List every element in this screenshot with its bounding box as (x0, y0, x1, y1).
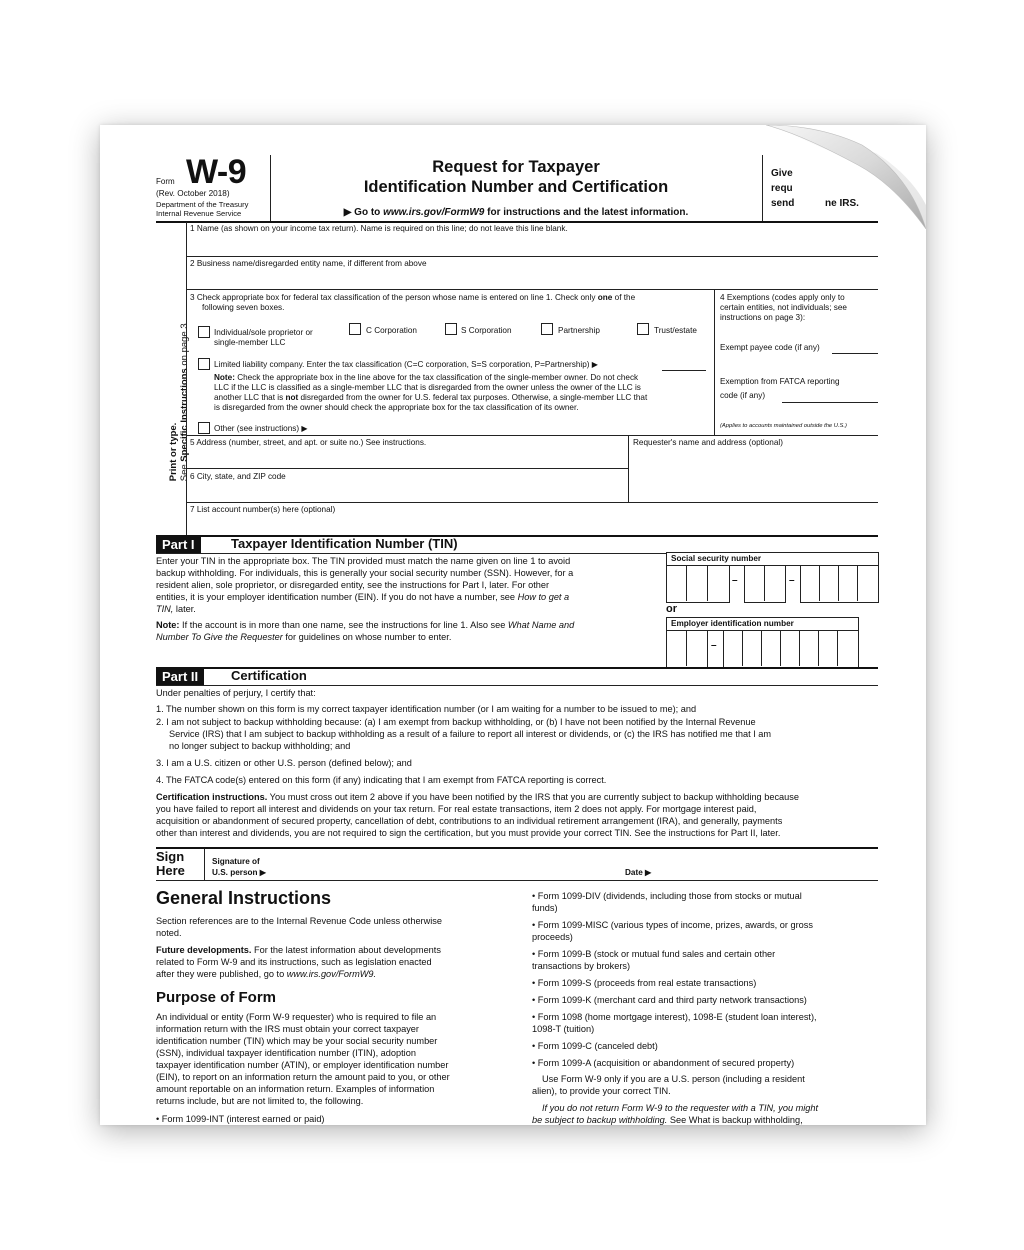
ssn-digit-separator (686, 566, 687, 601)
gi-future-text: For the latest information about developments (251, 945, 441, 955)
note-label: Note: (214, 373, 235, 382)
line1-label: 1 Name (as shown on your income tax return). Name is required on this line; do not leave this line blank. (190, 224, 568, 233)
requester-label: Requester's name and address (optional) (633, 438, 783, 447)
side-label-specific: Specific Instructions (179, 368, 190, 462)
gi-future-text3: after they were published, go to (156, 969, 287, 979)
part1-note-italic: What Name and (507, 620, 575, 630)
revision-date: (Rev. October 2018) (156, 189, 230, 198)
partnership-label: Partnership (558, 326, 600, 335)
ssn-digit-separator (819, 566, 820, 601)
instructions-link-line (270, 207, 762, 219)
exemptions-line3: instructions on page 3): (720, 313, 806, 322)
department-line: Department of the Treasury (156, 200, 249, 209)
part1-note-label: Note: (156, 620, 180, 630)
gi-future-2: related to Form W-9 and its instructions, such as legislation enacted (156, 957, 432, 967)
note-line1 (214, 373, 638, 382)
perjury-intro: Under penalties of perjury, I certify that: (156, 688, 316, 698)
trust-estate-label: Trust/estate (654, 326, 697, 335)
use-w9-1: Use Form W-9 only if you are a U.S. person (including a resident (542, 1074, 805, 1084)
part1-text2: backup withholding. For individuals, this is generally your social security number (SSN). However, for a (156, 568, 574, 578)
c-corporation-label: C Corporation (366, 326, 417, 335)
s-corporation-label: S Corporation (461, 326, 512, 335)
goto-suffix: for instructions and the latest information. (484, 207, 689, 218)
bullet-1099-int: • Form 1099-INT (interest earned or paid) (156, 1114, 325, 1124)
cert-instructions-1 (156, 792, 799, 803)
cert-item-2b: Service (IRS) that I am subject to backup withholding as a result of a failure to report all interest or dividends, or (c) the IRS has notified me that I am (169, 729, 772, 739)
part1-label: Part I (156, 537, 201, 553)
ssn-digit-separator (838, 566, 839, 601)
s-corporation-checkbox[interactable] (445, 323, 457, 335)
other-checkbox[interactable] (198, 422, 210, 434)
line3-text: 3 Check appropriate box for federal tax classification of the person whose name is entered on line 1. Check only (190, 293, 598, 302)
exemptions-line1: 4 Exemptions (codes apply only to (720, 293, 845, 302)
gi-section-refs-1: Section references are to the Internal Revenue Code unless otherwise (156, 916, 443, 926)
business-name-input[interactable] (240, 270, 870, 286)
sign-divider (204, 849, 205, 880)
bullet-1099-b-2: transactions by brokers) (532, 961, 631, 971)
gi-future-link[interactable]: www.irs.gov/FormW9. (286, 969, 377, 979)
note-not: not (285, 393, 299, 402)
ssn-digit-separator (857, 566, 858, 601)
fatca-label-1: Exemption from FATCA reporting (720, 377, 840, 386)
cert-instructions-label: Certification instructions. (156, 792, 268, 802)
ein-digit-separator (742, 631, 743, 666)
signature-label-2: U.S. person ▶ (212, 868, 267, 877)
agency-line: Internal Revenue Service (156, 209, 242, 218)
gi-section-refs-2: noted. (156, 928, 182, 938)
give-form-line3: send (771, 198, 795, 209)
exempt-payee-label: Exempt payee code (if any) (720, 343, 820, 352)
bullet-1099-b-1: • Form 1099-B (stock or mutual fund sales and certain other (532, 949, 776, 959)
part1-note-text: If the account is in more than one name, see the instructions for line 1. Also see (179, 620, 508, 630)
partnership-checkbox[interactable] (541, 323, 553, 335)
city-state-zip-input[interactable] (200, 483, 620, 499)
give-form-line1: Give (771, 168, 793, 179)
side-label-print-type (169, 321, 191, 482)
signature-label-1: Signature of (212, 857, 260, 866)
requester-address-input[interactable] (634, 451, 874, 499)
line3-sublabel: following seven boxes. (202, 303, 285, 312)
sign-label: Sign (156, 849, 185, 864)
general-instructions-heading: General Instructions (156, 888, 332, 908)
llc-label: Limited liability company. Enter the tax classification (C=C corporation, S=S corporation, P=Partnership) ▶ (214, 360, 599, 369)
exempt-payee-input[interactable] (832, 353, 878, 354)
line6-label: 6 City, state, and ZIP code (190, 472, 286, 481)
ssn-digit-separator (707, 566, 708, 601)
bullet-1098-2: 1098-T (tuition) (532, 1024, 595, 1034)
part1-text4b: How to get a (517, 592, 570, 602)
part1-tin: TIN, (156, 604, 174, 614)
line2-label: 2 Business name/disregarded entity name, if different from above (190, 259, 427, 268)
ein-label: Employer identification number (671, 619, 794, 628)
goto-prefix: ▶ Go to (343, 207, 384, 218)
ssn-digit-separator (764, 566, 765, 601)
rule-sign-bottom (156, 880, 878, 881)
part2-title: Certification (231, 668, 307, 683)
header-divider-right (762, 155, 763, 221)
part1-note1 (156, 620, 574, 631)
backup-warning-1: If you do not return Form W-9 to the requester with a TIN, you might (542, 1103, 819, 1113)
line7-label: 7 List account number(s) here (optional) (190, 505, 336, 514)
ein-digit-separator (837, 631, 838, 666)
part1-note2 (156, 632, 451, 643)
part1-title: Taxpayer Identification Number (TIN) (231, 536, 458, 551)
part1-text3: resident alien, sole proprietor, or disregarded entity, see the instructions for Part I, later. For other (156, 580, 550, 590)
cert-instructions-text: You must cross out item 2 above if you have been notified by the IRS that you are currently subject to backup withholding because (267, 792, 799, 802)
bullet-1099-div-2: funds) (532, 903, 558, 913)
llc-classification-input[interactable] (662, 370, 706, 371)
exemptions-divider (714, 290, 715, 435)
side-label-see: See (179, 461, 190, 482)
part1-text1: Enter your TIN in the appropriate box. The TIN provided must match the name given on line 1 to avoid (156, 556, 571, 566)
ein-digit-separator (780, 631, 781, 666)
part1-text4a: entities, it is your employer identification number (EIN). If you do not have a number, see (156, 592, 518, 602)
side-label-divider (186, 222, 187, 535)
part1-text5 (156, 604, 196, 615)
purpose-text-4: (SSN), individual taxpayer identification number (ITIN), adoption (156, 1048, 416, 1058)
rule-line3 (186, 435, 878, 436)
gi-future-3 (156, 969, 376, 980)
note-line2: LLC if the LLC is classified as a single-member LLC that is disregarded from the owner unless the owner of the LLC is (214, 383, 641, 392)
other-label: Other (see instructions) ▶ (214, 424, 308, 433)
form-number: W-9 (186, 153, 247, 191)
line3-label (190, 293, 635, 302)
bullet-1099-k: • Form 1099-K (merchant card and third party network transactions) (532, 995, 807, 1005)
form-title-line1: Request for Taxpayer (432, 158, 600, 176)
cert-item-1: 1. The number shown on this form is my correct taxpayer identification number (or I am waiting for a number to be issued to me); and (156, 704, 697, 714)
ssn-dash-2: – (789, 575, 795, 586)
ein-digit-separator (818, 631, 819, 666)
side-label-page: on page 3. (179, 320, 190, 369)
address-input[interactable] (200, 449, 620, 465)
purpose-text-8: returns include, but are not limited to, the following. (156, 1096, 364, 1106)
rule-line5 (186, 468, 628, 469)
date-field[interactable] (660, 863, 870, 877)
ssn-dash-1: – (732, 575, 738, 586)
fatca-code-input[interactable] (782, 402, 878, 403)
cert-item-2c: no longer subject to backup withholding; and (169, 741, 351, 751)
bullet-1098-1: • Form 1098 (home mortgage interest), 1098-E (student loan interest), (532, 1012, 817, 1022)
purpose-text-7: amount reportable on an information return. Examples of information (156, 1084, 435, 1094)
cert-item-4: 4. The FATCA code(s) entered on this form (if any) indicating that I am exempt from FATCA reporting is correct. (156, 775, 607, 785)
side-label-bold: Print or type. (168, 422, 180, 482)
or-label: or (666, 603, 677, 615)
exemptions-line2: certain entities, not individuals; see (720, 303, 847, 312)
part1-later: later. (173, 604, 196, 614)
ssn-segment-1[interactable] (666, 565, 730, 603)
ssn-label: Social security number (671, 554, 762, 563)
line3-one: one (597, 293, 613, 302)
page-curl-icon (766, 125, 926, 229)
ssn-segment-3[interactable] (800, 565, 879, 603)
bullet-1099-misc-2: proceeds) (532, 932, 573, 942)
ein-digit-separator (761, 631, 762, 666)
gi-future-1 (156, 945, 441, 956)
form-title-line2: Identification Number and Certification (363, 178, 669, 196)
c-corporation-checkbox[interactable] (349, 323, 361, 335)
note-line3 (214, 393, 647, 402)
line3-text-end: of the (612, 293, 636, 302)
date-label: Date ▶ (625, 868, 652, 877)
individual-label-1: Individual/sole proprietor or (214, 328, 313, 337)
rule-line2 (186, 289, 878, 290)
ein-segment-1[interactable] (666, 630, 708, 668)
line5-label: 5 Address (number, street, and apt. or suite no.) See instructions. (190, 438, 427, 447)
purpose-text-5: taxpayer identification number (ATIN), or employer identification number (156, 1060, 449, 1070)
rule-sign-top (156, 847, 878, 849)
irs-url-link[interactable]: www.irs.gov/FormW9 (383, 207, 485, 218)
purpose-text-3: identification number (TIN) which may be your social security number (156, 1036, 438, 1046)
individual-checkbox[interactable] (198, 326, 210, 338)
cert-item-2a: 2. I am not subject to backup withholding because: (a) I am exempt from backup withholding, or (b) I have not been notified by the Internal Revenue (156, 717, 756, 727)
bullet-1099-misc-1: • Form 1099-MISC (various types of income, prizes, awards, or gross (532, 920, 813, 930)
purpose-heading: Purpose of Form (156, 989, 277, 1006)
bullet-1099-div-1: • Form 1099-DIV (dividends, including those from stocks or mutual (532, 891, 802, 901)
rule-line1 (186, 256, 878, 257)
part1-note2-italic: Number To Give the Requester (156, 632, 283, 642)
account-numbers-input[interactable] (200, 516, 870, 532)
backup-warning-text: See What is backup withholding, (667, 1115, 803, 1125)
name-input[interactable] (240, 235, 870, 253)
rule-line6 (186, 502, 878, 503)
bullet-1099-s: • Form 1099-S (proceeds from real estate transactions) (532, 978, 757, 988)
backup-warning-2 (532, 1115, 803, 1125)
fatca-label-2: code (if any) (720, 391, 766, 400)
note-text3c: disregarded from the owner for U.S. federal tax purposes. Otherwise, a single-member LLC that (298, 393, 648, 402)
ein-segment-2[interactable] (723, 630, 859, 668)
fatca-note: (Applies to accounts maintained outside the U.S.) (720, 423, 847, 429)
bullet-1099-a: • Form 1099-A (acquisition or abandonment of secured property) (532, 1058, 795, 1068)
give-form-line3-end: ne IRS. (825, 198, 859, 209)
llc-checkbox[interactable] (198, 358, 210, 370)
cert-instructions-4: other than interest and dividends, you are not required to sign the certification, but you must provide your correct TIN. See the instructions for Part II, later. (156, 828, 781, 838)
part2-label: Part II (156, 669, 204, 685)
note-text1: Check the appropriate box in the line above for the tax classification of the single-member owner. Do not check (234, 373, 639, 382)
rule-part2 (156, 685, 878, 686)
note-text3a: another LLC that is (214, 393, 286, 402)
ein-digit-separator (799, 631, 800, 666)
part1-note2-text: for guidelines on whose number to enter. (282, 632, 452, 642)
backup-warning-italic: be subject to backup withholding. (532, 1115, 668, 1125)
ein-dash: – (711, 640, 717, 651)
requester-divider (628, 436, 629, 502)
part1-text4 (156, 592, 569, 603)
ein-digit-separator (686, 631, 687, 666)
w9-form-page (100, 125, 926, 1125)
ssn-segment-2[interactable] (744, 565, 786, 603)
gi-future-label: Future developments. (156, 945, 252, 955)
give-form-line2: requ (771, 183, 793, 194)
cert-instructions-3: acquisition or abandonment of secured property, cancellation of debt, contributions to an individual retirement arrangement (IRA), and generally, payments (156, 816, 783, 826)
signature-field[interactable] (276, 853, 616, 877)
cert-instructions-2: you have failed to report all interest and dividends on your tax return. For real estate transactions, item 2 does not apply. For mortgage interest paid, (156, 804, 757, 814)
note-line4: is disregarded from the owner should check the appropriate box for the tax classification of its owner. (214, 403, 579, 412)
trust-estate-checkbox[interactable] (637, 323, 649, 335)
here-label: Here (156, 863, 185, 878)
cert-item-3: 3. I am a U.S. citizen or other U.S. person (defined below); and (156, 758, 412, 768)
use-w9-2: alien), to provide your correct TIN. (532, 1086, 671, 1096)
bullet-1099-c: • Form 1099-C (canceled debt) (532, 1041, 658, 1051)
individual-label-2: single-member LLC (214, 338, 286, 347)
form-label: Form (156, 177, 175, 186)
purpose-text-6: (EIN), to report on an information return the amount paid to you, or other (156, 1072, 450, 1082)
purpose-text-1: An individual or entity (Form W-9 requester) who is required to file an (156, 1012, 437, 1022)
purpose-text-2: information return with the IRS must obtain your correct taxpayer (156, 1024, 419, 1034)
